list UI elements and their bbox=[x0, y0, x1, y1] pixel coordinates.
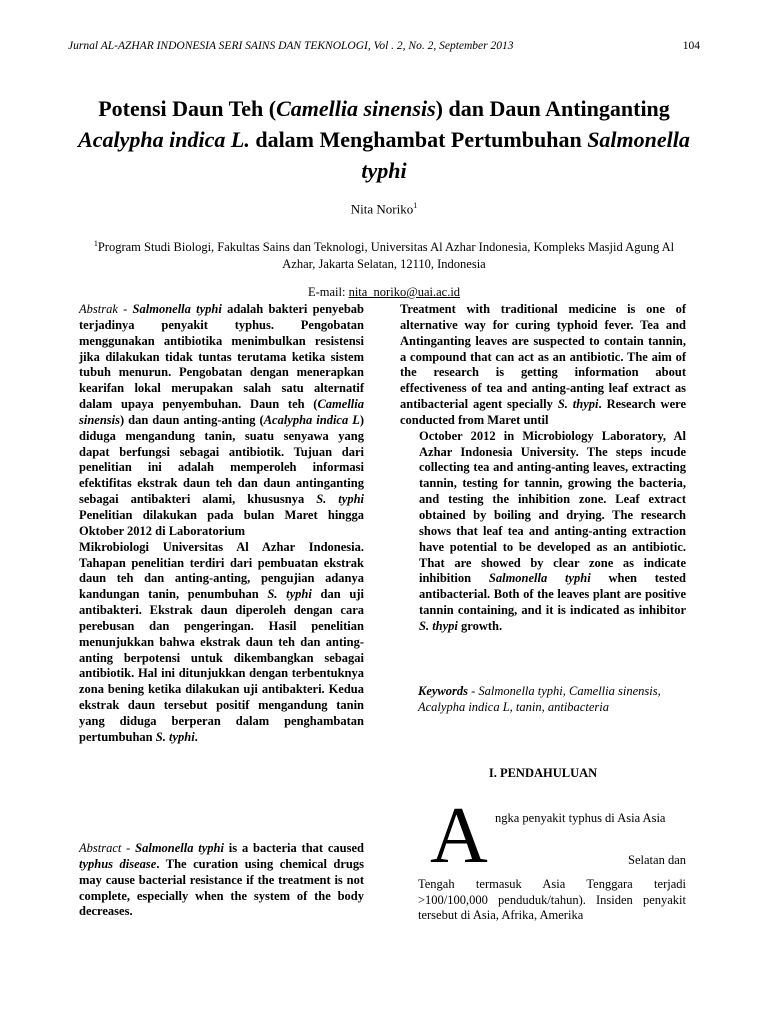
abstrak-text: ) diduga mengandung tanin, suatu senyawa yang dapat berfungsi sebagai antibiotik. Tujuan dari penelitian ini adalah memperoleh informasi efektifitas ekstrak daun teh dan daun antinganting sebagai antibakteri alami, khususnya bbox=[79, 412, 364, 507]
author-sup: 1 bbox=[413, 201, 418, 210]
abstract-text: October 2012 in Microbiology Laboratory, Al Azhar Indonesia University. The steps incude collecting tea and anting-anting leaves, extracting tannin, testing for tannin, growing the bacteria, and testing the inhibition zone. Leaf extract obtained by boiling and drying. The research shows that leaf tea and anting-anting extraction have potential to be developed as an antibiotic. That are showed by clear zone as indicate inhibition bbox=[419, 428, 686, 586]
abstrak-text: Mikrobiologi Universitas Al Azhar Indonesia. Tahapan penelitian terdiri dari pembuatan ekstrak daun teh dan anting-anting, pengujian adanya kandungan tanin, penumbuhan bbox=[79, 539, 364, 602]
abstract-text: when tested antibacterial. Both of the leaves plant are positive tannin containing, and it is indicated as inhibitor bbox=[419, 571, 686, 618]
email-line bbox=[0, 285, 768, 300]
abstrak-species: S. typhi bbox=[316, 492, 364, 507]
abstrak-paragraph-2 bbox=[79, 540, 364, 746]
page-number: 104 bbox=[682, 40, 700, 52]
abstract-text: growth. bbox=[457, 618, 503, 633]
author bbox=[0, 201, 768, 217]
intro-dropcap: A bbox=[430, 792, 488, 880]
abstrak-species: S. typhi bbox=[155, 729, 195, 744]
abstract-dash: - bbox=[121, 841, 136, 855]
email-link[interactable]: nita_noriko@uai.ac.id bbox=[348, 285, 461, 299]
abstrak-species: Salmonella typhi bbox=[132, 302, 222, 316]
abstract-species: S. thypi bbox=[419, 618, 458, 633]
title-part-1: Potensi Daun Teh ( bbox=[98, 96, 277, 121]
left-column bbox=[79, 302, 364, 746]
abstract-species: S. thypi bbox=[557, 397, 599, 412]
journal-header: Jurnal AL-AZHAR INDONESIA SERI SAINS DAN TEKNOLOGI, Vol . 2, No. 2, September 2013 bbox=[68, 40, 514, 52]
abstrak-text: adalah bakteri penyebab terjadinya penyakit typhus. Pengobatan menggunakan antibiotika menimbulkan resistensi jika dilakukan tidak tuntas terutama ketika sistem tubuh menurun. Pengobatan dengan menerapkan kearifan lokal merupakan salah satu alternatif dalam upaya penyembuhan. Daun teh ( bbox=[79, 302, 364, 412]
keywords-line-2: Acalypha indica L, tanin, antibacteria bbox=[418, 700, 609, 714]
abstract-paragraph-1 bbox=[400, 302, 686, 429]
abstrak-species: Acalypha indica L bbox=[263, 412, 360, 427]
affiliation-text: Program Studi Biologi, Fakultas Sains dan Teknologi, Universitas Al Azhar Indonesia, Kompleks Masjid Agung Al Azhar, Jakarta Selatan, 12110, Indonesia bbox=[97, 240, 675, 272]
keywords bbox=[418, 683, 686, 715]
title-species-1: Camellia sinensis bbox=[276, 96, 436, 121]
abstrak-species: Camellia sinensis bbox=[79, 397, 364, 427]
abstract-text: . Research were conducted from Maret until bbox=[400, 397, 686, 427]
affiliation-sup: 1 bbox=[93, 239, 98, 248]
abstract-text: Treatment with traditional medicine is one of alternative way for curing typhoid fever. Tea and Antinganting leaves are suspected to contain tannin, a compound that can act as an antibiotic. The aim of the research is getting information about effectiveness of tea and anting-anting leaf extract as antibacterial agent specially bbox=[400, 302, 686, 412]
abstrak-label: Abstrak bbox=[79, 302, 118, 316]
abstract-paragraph-2 bbox=[419, 429, 686, 635]
abstract-species: Salmonella typhi bbox=[135, 841, 224, 855]
section-heading: I. PENDAHULUAN bbox=[488, 766, 598, 780]
abstract-term: typhus disease bbox=[79, 856, 157, 871]
abstract-text: is a bacteria that caused bbox=[224, 841, 364, 855]
abstrak-species: S. typhi bbox=[267, 587, 312, 602]
abstrak-text: ) dan daun anting-anting ( bbox=[120, 412, 264, 427]
intro-line-2: Selatan dan bbox=[628, 853, 686, 867]
abstrak-paragraph-1 bbox=[79, 302, 364, 540]
affiliation bbox=[82, 235, 686, 273]
title-part-2: ) dan Daun Antinganting bbox=[435, 96, 670, 121]
paper-title bbox=[60, 93, 708, 186]
abstract-text: . The curation using chemical drugs may cause bacterial resistance if the treatment is not complete, especially when the system of the body decreases. bbox=[79, 856, 364, 919]
email-label: E-mail: bbox=[307, 285, 349, 299]
author-name: Nita Noriko bbox=[350, 201, 414, 217]
abstrak-dash: - bbox=[117, 302, 133, 316]
intro-line-1: ngka penyakit typhus di Asia Asia bbox=[495, 811, 666, 825]
title-species-2: Acalypha indica L. bbox=[78, 127, 250, 152]
abstract-label: Abstract bbox=[79, 841, 122, 855]
abstrak-text: . bbox=[194, 729, 198, 744]
keywords-text: - Salmonella typhi, Camellia sinensis, bbox=[468, 684, 661, 698]
abstract-english-start bbox=[79, 841, 364, 920]
title-species-3: Salmonella typhi bbox=[361, 127, 690, 183]
abstrak-text: Penelitian dilakukan pada bulan Maret hingga Oktober 2012 di Laboratorium bbox=[79, 507, 364, 538]
intro-text: Tengah termasuk Asia Tenggara terjadi >100/100,000 penduduk/tahun). Insiden penyakit tersebut di Asia, Afrika, Amerika bbox=[418, 877, 686, 922]
right-column bbox=[400, 302, 686, 635]
abstrak-text: dan uji antibakteri. Ekstrak daun diperoleh dengan cara perebusan dan pengeringan. Hasil penelitian menunjukkan bahwa ekstrak daun teh dan anting-anting berpotensi untuk dikembangkan sebagai antibiotik. Hal ini ditunjukkan dengan terbentuknya zona bening ketika dilakukan uji antibakteri. Kedua ekstrak daun tersebut positif mengandung tanin yang diduga berperan dalam penghambatan pertumbuhan bbox=[79, 587, 364, 744]
abstract-species: Salmonella typhi bbox=[488, 571, 591, 586]
title-part-3: dalam Menghambat Pertumbuhan bbox=[249, 127, 588, 152]
keywords-label: Keywords bbox=[418, 684, 468, 698]
